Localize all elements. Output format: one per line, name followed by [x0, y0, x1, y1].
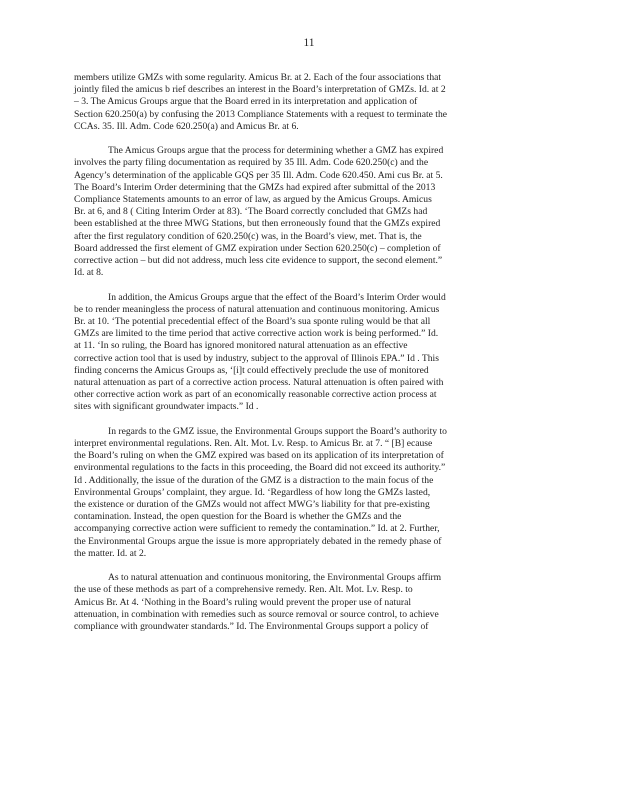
text-line: other corrective action work as part of an economically reasonable corrective action process at — [74, 389, 437, 401]
text-line: Br. at 6, and 8 ( Citing Interim Order at 83). ‘The Board correctly concluded that GMZs had — [74, 206, 428, 218]
text-line: The Board’s Interim Order determining that the GMZs had expired after submittal of the 2013 — [74, 181, 436, 193]
paragraph-4 — [74, 426, 550, 560]
text-line: the Board’s ruling on when the GMZ expired was based on its application of its interpretation of — [74, 450, 444, 462]
text-line: Environmental Groups’ complaint, they argue. Id. ‘Regardless of how long the GMZs lasted, — [74, 486, 431, 498]
text-line: be to render meaningless the process of natural attenuation and continuous monitoring. Amicus — [74, 303, 440, 315]
text-line: Id . Additionally, the issue of the duration of the GMZ is a distraction to the main focus of the — [74, 474, 434, 486]
paragraph-3 — [74, 292, 550, 414]
text-line: natural attenuation as part of a corrective action process. Natural attenuation is often paired with — [74, 377, 444, 389]
text-line: Board addressed the first element of GMZ expiration under Section 620.250(c) – completion of — [74, 242, 441, 254]
text-line: GMZs are limited to the time period that active corrective action work is being performed.” Id. — [74, 328, 439, 340]
text-line: the use of these methods as part of a comprehensive remedy. Ren. Alt. Mot. Lv. Resp. to — [74, 584, 413, 596]
text-line: Amicus Br. At 4. ‘Nothing in the Board’s ruling would prevent the proper use of natural — [74, 596, 412, 608]
text-line: the existence or duration of the GMZs would not affect MWG’s liability for that pre-existing — [74, 499, 430, 511]
text-line: after the first regulatory condition of 620.250(c) was, in the Board’s view, met. That is, the — [74, 230, 422, 242]
text-line: Id. at 8. — [74, 267, 104, 279]
text-line: finding concerns the Amicus Groups as, ‘[i]t could effectively preclude the use of monitored — [74, 364, 429, 376]
text-line: been established at the three MWG Stations, but then erroneously found that the GMZs expired — [74, 218, 441, 230]
text-line: Compliance Statements amounts to an error of law, as argued by the Amicus Groups. Amicus — [74, 194, 432, 206]
text-line: members utilize GMZs with some regularity. Amicus Br. at 2. Each of the four associations that — [74, 72, 442, 83]
text-line: the Environmental Groups argue the issue is more appropriately debated in the remedy phase of — [74, 535, 442, 547]
text-line: sites with significant groundwater impacts.” Id . — [74, 401, 259, 413]
text-line: Section 620.250(a) by confusing the 2013 Compliance Statements with a request to terminate the — [74, 108, 448, 120]
text-line: Agency’s determination of the applicable GQS per 35 Ill. Adm. Code 620.450. Ami cus Br. at 5. — [74, 169, 443, 181]
text-line: accompanying corrective action were sufficient to remedy the contamination.” Id. at 2. Further, — [74, 523, 440, 535]
text-line: attenuation, in combination with remedies such as source removal or source control, to achieve — [74, 608, 439, 620]
page-number: 11 — [303, 37, 315, 49]
text-line: corrective action tool that is used by industry, subject to the approval of Illinois EPA.” Id . This — [74, 352, 439, 364]
text-line: environmental regulations to the facts in this proceeding, the Board did not exceed its authority.” — [74, 462, 446, 474]
text-line: involves the party filing documentation as required by 35 Ill. Adm. Code 620.250(c) and the — [74, 157, 429, 169]
text-line: interpret environmental regulations. Ren. Alt. Mot. Lv. Resp. to Amicus Br. at 7. “ [B] ecause — [74, 438, 433, 450]
text-line: As to natural attenuation and continuous monitoring, the Environmental Groups affirm — [108, 572, 442, 584]
text-line: contamination. Instead, the open question for the Board is whether the GMZs and the — [74, 511, 402, 523]
paragraph-5 — [74, 572, 550, 633]
text-line: In regards to the GMZ issue, the Environmental Groups support the Board’s authority to — [108, 425, 447, 437]
text-line: In addition, the Amicus Groups argue that the effect of the Board’s Interim Order would — [108, 291, 446, 303]
text-line: CCAs. 35. Ill. Adm. Code 620.250(a) and Amicus Br. at 6. — [74, 120, 299, 132]
text-line: compliance with groundwater standards.” Id. The Environmental Groups support a policy of — [74, 621, 429, 633]
paragraph-2 — [74, 145, 550, 279]
text-line: jointly filed the amicus b rief describes an interest in the Board’s interpretation of GMZs. Id. at 2 — [74, 84, 446, 96]
paragraph-1 — [74, 72, 550, 133]
text-line: at 11. ‘In so ruling, the Board has ignored monitored natural attenuation as an effective — [74, 340, 408, 352]
text-line: – 3. The Amicus Groups argue that the Board erred in its interpretation and application of — [74, 96, 418, 108]
text-line: The Amicus Groups argue that the process for determining whether a GMZ has expired — [108, 145, 444, 157]
document-body — [74, 72, 550, 645]
text-line: corrective action – but did not address, much less cite evidence to support, the second element.” — [74, 255, 443, 267]
text-line: the matter. Id. at 2. — [74, 547, 147, 559]
text-line: Br. at 10. ‘The potential precedential effect of the Board’s sua sponte ruling would be that all — [74, 316, 431, 328]
